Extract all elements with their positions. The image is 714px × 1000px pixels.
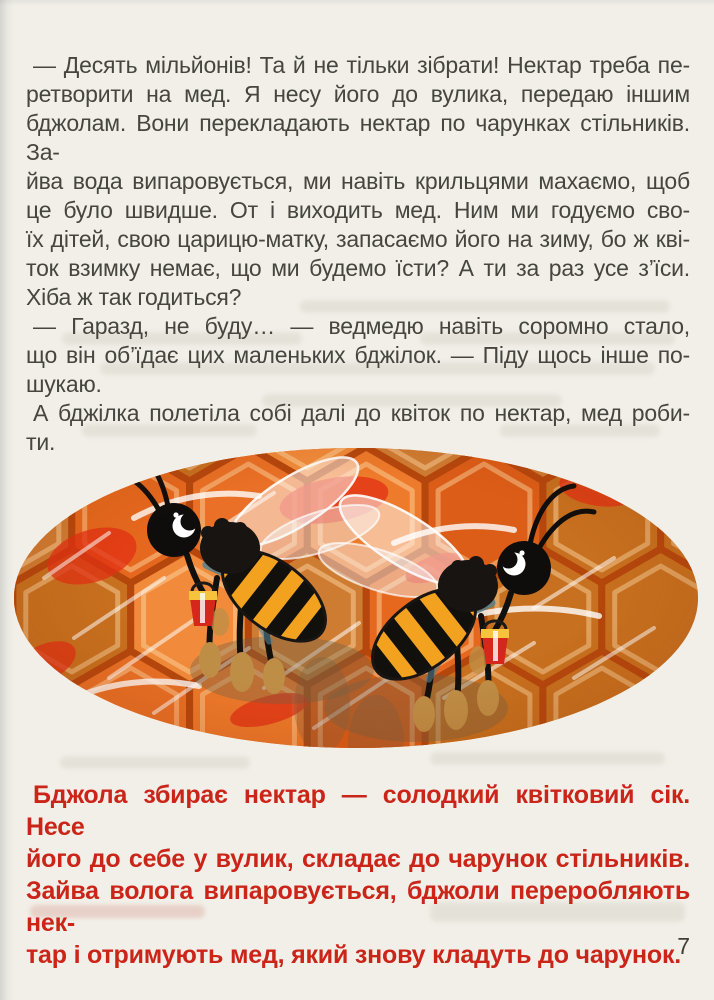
paragraph-bear-reply: — Гаразд, не буду… — ведмедю навіть соромно стало, що він об’їдає цих маленьких бджілок. — Піду щось інше по- шукаю. (26, 313, 690, 397)
page-number: 7 (677, 933, 690, 959)
paragraph-bee-flies-on: А бджілка полетіла собі далі до квіток по нектар, мед роби- ти. (26, 400, 690, 455)
page-edge-shadow (0, 0, 714, 6)
showthrough-smudge (430, 752, 665, 765)
summary-text: Бджола збирає нектар — солодкий квітковий сік. Несе його до себе у вулик, складає до чарунок стільників. Зайва волога випаровується, бджоли переробляють нек- тар і отримують мед, який знову кладуть до чарунок. (26, 781, 690, 969)
paragraph-bee-speech: — Десять мільйонів! Та й не тільки зібрати! Нектар треба пе- ретворити на мед. Я несу його до вулика, передаю іншим бджолам. Вони перекладають нектар по чарунках стільників. За- йва вода випаровується, ми навіть крильцями махаємо, щоб це було швидше. От і виходить мед. Ним ми годуємо сво- їх дітей, свою царицю-матку, запасаємо його на зиму, бо ж кві- ток взимку немає, що ми будемо їсти? А ти за раз усе з’їси. Хіба ж так годиться? (26, 52, 690, 310)
story-text (26, 51, 690, 457)
bees-honeycomb-illustration (14, 448, 698, 748)
showthrough-smudge (60, 756, 250, 769)
page-spine-shadow (0, 0, 14, 1000)
